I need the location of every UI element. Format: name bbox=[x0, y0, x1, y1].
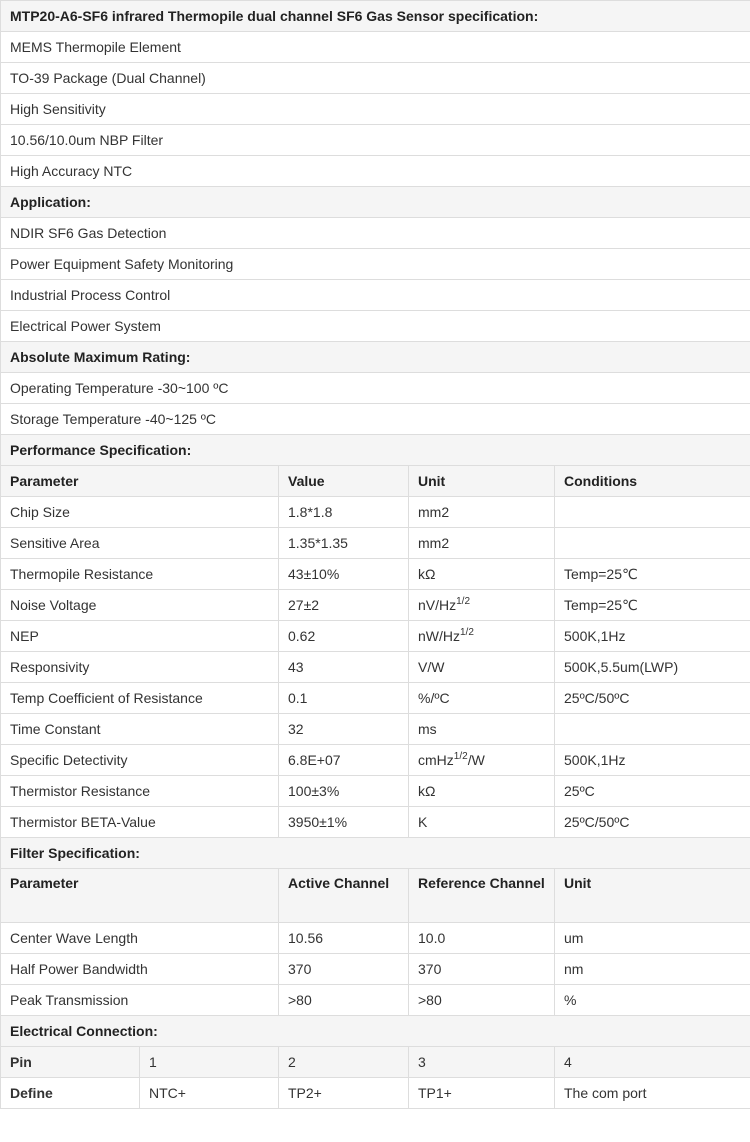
performance-unit bbox=[409, 621, 555, 652]
feature-row bbox=[1, 32, 750, 63]
performance-param: Responsivity bbox=[1, 652, 279, 683]
filter-heading: Filter Specification: bbox=[1, 838, 750, 869]
performance-unit bbox=[409, 683, 555, 714]
absolute-max-heading: Absolute Maximum Rating: bbox=[1, 342, 750, 373]
absolute-max-row bbox=[1, 404, 750, 435]
performance-value: 1.8*1.8 bbox=[279, 497, 409, 528]
performance-condition: 25ºC/50ºC bbox=[555, 807, 750, 838]
performance-row bbox=[1, 528, 750, 559]
performance-unit bbox=[409, 590, 555, 621]
feature-row bbox=[1, 94, 750, 125]
filter-row bbox=[1, 954, 750, 985]
performance-condition: Temp=25℃ bbox=[555, 559, 750, 590]
absolute-max-row bbox=[1, 373, 750, 404]
pin-define: TP2+ bbox=[279, 1078, 409, 1109]
filter-col-parameter: Parameter bbox=[1, 869, 279, 923]
performance-param: Sensitive Area bbox=[1, 528, 279, 559]
application-item: Industrial Process Control bbox=[1, 280, 750, 311]
absolute-max-item: Storage Temperature -40~125 ºC bbox=[1, 404, 750, 435]
performance-value: 27±2 bbox=[279, 590, 409, 621]
performance-unit bbox=[409, 745, 555, 776]
unit-superscript: 1/2 bbox=[456, 596, 471, 607]
performance-condition bbox=[555, 497, 750, 528]
absolute-max-heading-row bbox=[1, 342, 750, 373]
performance-value: 32 bbox=[279, 714, 409, 745]
filter-row bbox=[1, 923, 750, 954]
performance-header-row bbox=[1, 466, 750, 497]
define-row bbox=[1, 1078, 750, 1109]
feature-item: High Accuracy NTC bbox=[1, 156, 750, 187]
performance-unit bbox=[409, 528, 555, 559]
unit-base: mm2 bbox=[418, 504, 450, 520]
application-row bbox=[1, 249, 750, 280]
unit-base: nW/Hz bbox=[418, 628, 460, 644]
filter-unit: um bbox=[555, 923, 750, 954]
pin-label: Pin bbox=[1, 1047, 140, 1078]
performance-unit bbox=[409, 776, 555, 807]
application-item: NDIR SF6 Gas Detection bbox=[1, 218, 750, 249]
performance-col-parameter: Parameter bbox=[1, 466, 279, 497]
application-row bbox=[1, 280, 750, 311]
application-heading: Application: bbox=[1, 187, 750, 218]
pin-define: The com port bbox=[555, 1078, 750, 1109]
unit-base: V/W bbox=[418, 659, 445, 675]
electrical-heading-row bbox=[1, 1016, 750, 1047]
performance-value: 43 bbox=[279, 652, 409, 683]
performance-unit bbox=[409, 807, 555, 838]
pin-define: TP1+ bbox=[409, 1078, 555, 1109]
electrical-heading: Electrical Connection: bbox=[1, 1016, 750, 1047]
performance-row bbox=[1, 776, 750, 807]
performance-col-unit: Unit bbox=[409, 466, 555, 497]
unit-base: kΩ bbox=[418, 783, 436, 799]
filter-reference: >80 bbox=[409, 985, 555, 1016]
filter-col-active: Active Channel bbox=[279, 869, 409, 923]
unit-base: ms bbox=[418, 721, 437, 737]
performance-param: Specific Detectivity bbox=[1, 745, 279, 776]
filter-row bbox=[1, 985, 750, 1016]
filter-col-unit: Unit bbox=[555, 869, 750, 923]
performance-row bbox=[1, 590, 750, 621]
performance-row bbox=[1, 807, 750, 838]
performance-row bbox=[1, 652, 750, 683]
filter-param: Half Power Bandwidth bbox=[1, 954, 279, 985]
performance-col-value: Value bbox=[279, 466, 409, 497]
performance-param: Temp Coefficient of Resistance bbox=[1, 683, 279, 714]
performance-row bbox=[1, 559, 750, 590]
unit-superscript: 1/2 bbox=[460, 627, 474, 638]
performance-param: Thermopile Resistance bbox=[1, 559, 279, 590]
unit-suffix: /W bbox=[467, 752, 485, 768]
feature-item: 10.56/10.0um NBP Filter bbox=[1, 125, 750, 156]
unit-base: cmHz bbox=[418, 752, 454, 768]
filter-active: 10.56 bbox=[279, 923, 409, 954]
pin-define: NTC+ bbox=[140, 1078, 279, 1109]
performance-unit bbox=[409, 497, 555, 528]
performance-unit bbox=[409, 714, 555, 745]
filter-heading-row bbox=[1, 838, 750, 869]
filter-header-row bbox=[1, 869, 750, 923]
unit-base: nV/Hz bbox=[418, 597, 457, 613]
feature-item: High Sensitivity bbox=[1, 94, 750, 125]
pin-number: 3 bbox=[409, 1047, 555, 1078]
unit-superscript: 1/2 bbox=[453, 751, 468, 762]
absolute-max-item: Operating Temperature -30~100 ºC bbox=[1, 373, 750, 404]
performance-condition: 25ºC bbox=[555, 776, 750, 807]
performance-unit bbox=[409, 652, 555, 683]
performance-condition: 500K,1Hz bbox=[555, 621, 750, 652]
unit-base: mm2 bbox=[418, 535, 450, 551]
performance-value: 0.1 bbox=[279, 683, 409, 714]
pin-number: 1 bbox=[140, 1047, 279, 1078]
performance-condition bbox=[555, 528, 750, 559]
performance-value: 6.8E+07 bbox=[279, 745, 409, 776]
performance-condition bbox=[555, 714, 750, 745]
filter-reference: 370 bbox=[409, 954, 555, 985]
filter-param: Center Wave Length bbox=[1, 923, 279, 954]
spec-title: MTP20-A6-SF6 infrared Thermopile dual channel SF6 Gas Sensor specification: bbox=[1, 1, 750, 32]
define-label: Define bbox=[1, 1078, 140, 1109]
performance-value: 0.62 bbox=[279, 621, 409, 652]
filter-active: 370 bbox=[279, 954, 409, 985]
filter-active: >80 bbox=[279, 985, 409, 1016]
filter-unit: % bbox=[555, 985, 750, 1016]
performance-param: Chip Size bbox=[1, 497, 279, 528]
unit-base: %/ºC bbox=[418, 690, 450, 706]
application-heading-row bbox=[1, 187, 750, 218]
performance-param: Time Constant bbox=[1, 714, 279, 745]
performance-param: Thermistor BETA-Value bbox=[1, 807, 279, 838]
performance-param: Thermistor Resistance bbox=[1, 776, 279, 807]
performance-param: NEP bbox=[1, 621, 279, 652]
application-row bbox=[1, 218, 750, 249]
filter-unit: nm bbox=[555, 954, 750, 985]
performance-row bbox=[1, 497, 750, 528]
pin-number: 4 bbox=[555, 1047, 750, 1078]
application-item: Power Equipment Safety Monitoring bbox=[1, 249, 750, 280]
title-row bbox=[1, 1, 750, 32]
performance-value: 100±3% bbox=[279, 776, 409, 807]
performance-row bbox=[1, 683, 750, 714]
performance-row bbox=[1, 714, 750, 745]
performance-value: 43±10% bbox=[279, 559, 409, 590]
filter-param: Peak Transmission bbox=[1, 985, 279, 1016]
performance-heading-row bbox=[1, 435, 750, 466]
performance-value: 3950±1% bbox=[279, 807, 409, 838]
feature-item: MEMS Thermopile Element bbox=[1, 32, 750, 63]
filter-reference: 10.0 bbox=[409, 923, 555, 954]
unit-base: K bbox=[418, 814, 428, 830]
performance-param: Noise Voltage bbox=[1, 590, 279, 621]
performance-col-conditions: Conditions bbox=[555, 466, 750, 497]
feature-row bbox=[1, 63, 750, 94]
performance-condition: 500K,1Hz bbox=[555, 745, 750, 776]
performance-row bbox=[1, 621, 750, 652]
performance-condition: 25ºC/50ºC bbox=[555, 683, 750, 714]
feature-item: TO-39 Package (Dual Channel) bbox=[1, 63, 750, 94]
pin-row bbox=[1, 1047, 750, 1078]
performance-value: 1.35*1.35 bbox=[279, 528, 409, 559]
filter-col-reference: Reference Channel bbox=[409, 869, 555, 923]
performance-heading: Performance Specification: bbox=[1, 435, 750, 466]
unit-base: kΩ bbox=[418, 566, 436, 582]
application-item: Electrical Power System bbox=[1, 311, 750, 342]
feature-row bbox=[1, 125, 750, 156]
feature-row bbox=[1, 156, 750, 187]
performance-unit bbox=[409, 559, 555, 590]
performance-row bbox=[1, 745, 750, 776]
pin-number: 2 bbox=[279, 1047, 409, 1078]
performance-condition: Temp=25℃ bbox=[555, 590, 750, 621]
application-row bbox=[1, 311, 750, 342]
performance-condition: 500K,5.5um(LWP) bbox=[555, 652, 750, 683]
